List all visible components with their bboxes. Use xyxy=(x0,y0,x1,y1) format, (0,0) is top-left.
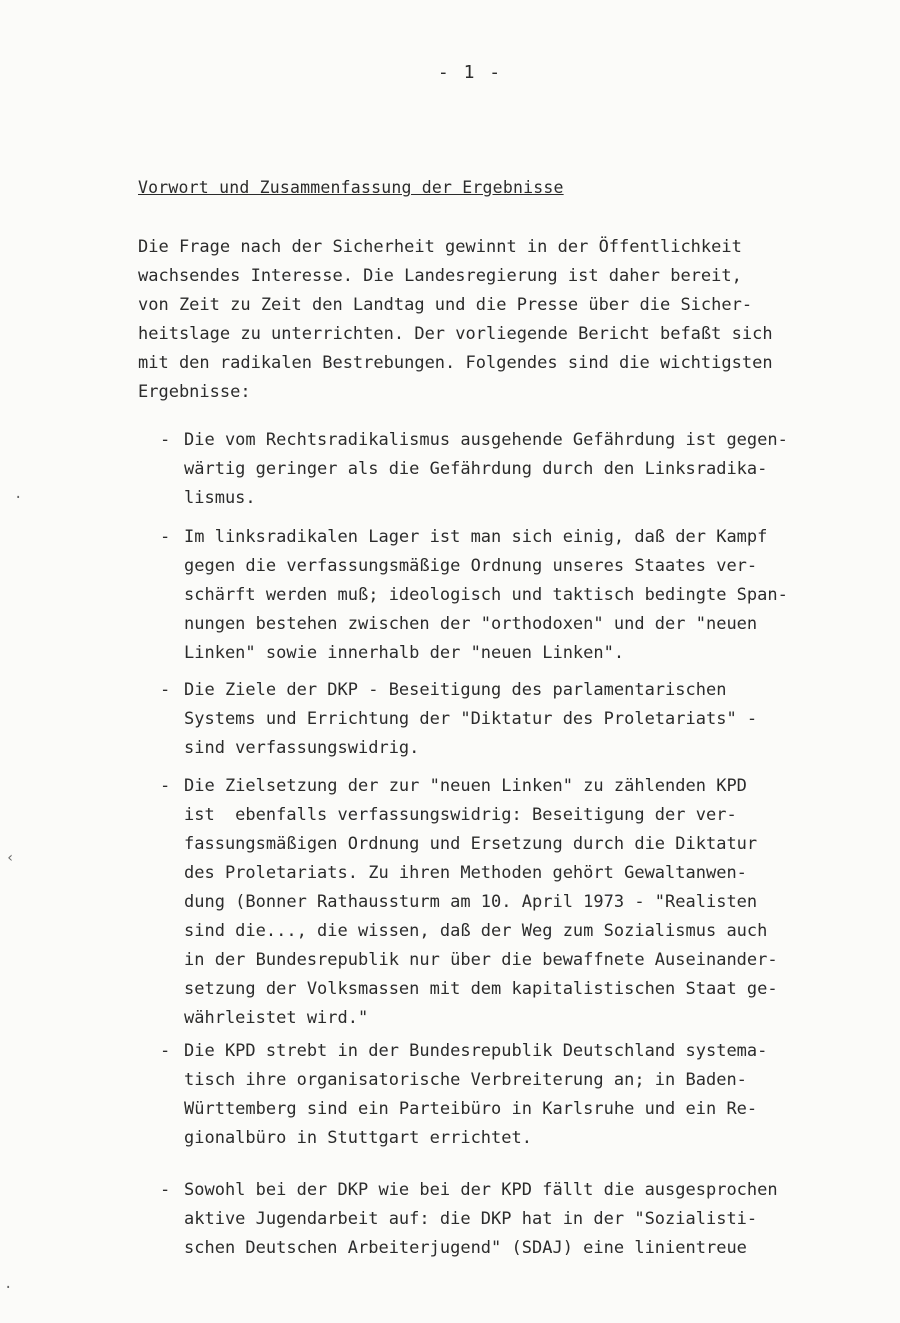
text-line: Württemberg sind ein Parteibüro in Karlsruhe und ein Re- xyxy=(184,1099,758,1119)
text-line: Linken" sowie innerhalb der "neuen Linken". xyxy=(184,643,625,663)
text-line: Die KPD strebt in der Bundesrepublik Deutschland systema- xyxy=(184,1041,768,1061)
text-line: setzung der Volksmassen mit dem kapitalistischen Staat ge- xyxy=(184,979,778,999)
scan-mark: · xyxy=(14,490,23,506)
page-number: - 1 - xyxy=(437,62,503,83)
text-line: aktive Jugendarbeit auf: die DKP hat in der "Sozialisti- xyxy=(184,1209,758,1229)
text-line: Im linksradikalen Lager ist man sich einig, daß der Kampf xyxy=(184,527,768,547)
text-line: Die Zielsetzung der zur "neuen Linken" zu zählenden KPD xyxy=(184,776,747,796)
scan-mark: · xyxy=(4,1280,13,1296)
text-line: gegen die verfassungsmäßige Ordnung unseres Staates ver- xyxy=(184,556,758,576)
text-line: währleistet wird." xyxy=(184,1008,369,1028)
text-line: in der Bundesrepublik nur über die bewaffnete Auseinander- xyxy=(184,950,778,970)
text-line: Sowohl bei der DKP wie bei der KPD fällt die ausgesprochen xyxy=(184,1180,778,1200)
text-line: heitslage zu unterrichten. Der vorliegende Bericht befaßt sich xyxy=(138,324,773,344)
text-line: tisch ihre organisatorische Verbreiterung an; in Baden- xyxy=(184,1070,747,1090)
text-line: gionalbüro in Stuttgart errichtet. xyxy=(184,1128,532,1148)
text-line: Systems und Errichtung der "Diktatur des Proletariats" - xyxy=(184,709,758,729)
bullet-dash: - xyxy=(160,430,171,450)
text-line: schärft werden muß; ideologisch und taktisch bedingte Span- xyxy=(184,585,788,605)
scan-mark: ‹ xyxy=(6,850,15,866)
text-line: nungen bestehen zwischen der "orthodoxen" und der "neuen xyxy=(184,614,758,634)
text-line: mit den radikalen Bestrebungen. Folgendes sind die wichtigsten xyxy=(138,353,773,373)
text-line: schen Deutschen Arbeiterjugend" (SDAJ) eine linientreue xyxy=(184,1238,747,1258)
text-line: Die Frage nach der Sicherheit gewinnt in der Öffentlichkeit xyxy=(138,237,742,257)
bullet-dash: - xyxy=(160,1041,171,1061)
text-line: von Zeit zu Zeit den Landtag und die Presse über die Sicher- xyxy=(138,295,753,315)
bullet-dash: - xyxy=(160,527,171,547)
text-line: wärtig geringer als die Gefährdung durch den Linksradika- xyxy=(184,459,768,479)
text-line: des Proletariats. Zu ihren Methoden gehört Gewaltanwen- xyxy=(184,863,747,883)
section-heading: Vorwort und Zusammenfassung der Ergebnisse xyxy=(138,178,564,197)
text-line: Die vom Rechtsradikalismus ausgehende Gefährdung ist gegen- xyxy=(184,430,788,450)
text-line: lismus. xyxy=(184,488,256,508)
text-line: Ergebnisse: xyxy=(138,382,251,402)
bullet-dash: - xyxy=(160,1180,171,1200)
bullet-dash: - xyxy=(160,680,171,700)
text-line: Die Ziele der DKP - Beseitigung des parlamentarischen xyxy=(184,680,727,700)
text-line: dung (Bonner Rathaussturm am 10. April 1973 - "Realisten xyxy=(184,892,758,912)
text-line: sind verfassungswidrig. xyxy=(184,738,420,758)
text-line: wachsendes Interesse. Die Landesregierung ist daher bereit, xyxy=(138,266,742,286)
text-line: fassungsmäßigen Ordnung und Ersetzung durch die Diktatur xyxy=(184,834,758,854)
intro-paragraph xyxy=(138,233,773,407)
text-line: ist ebenfalls verfassungswidrig: Beseitigung der ver- xyxy=(184,805,737,825)
text-line: sind die..., die wissen, daß der Weg zum Sozialismus auch xyxy=(184,921,768,941)
bullet-dash: - xyxy=(160,776,171,796)
